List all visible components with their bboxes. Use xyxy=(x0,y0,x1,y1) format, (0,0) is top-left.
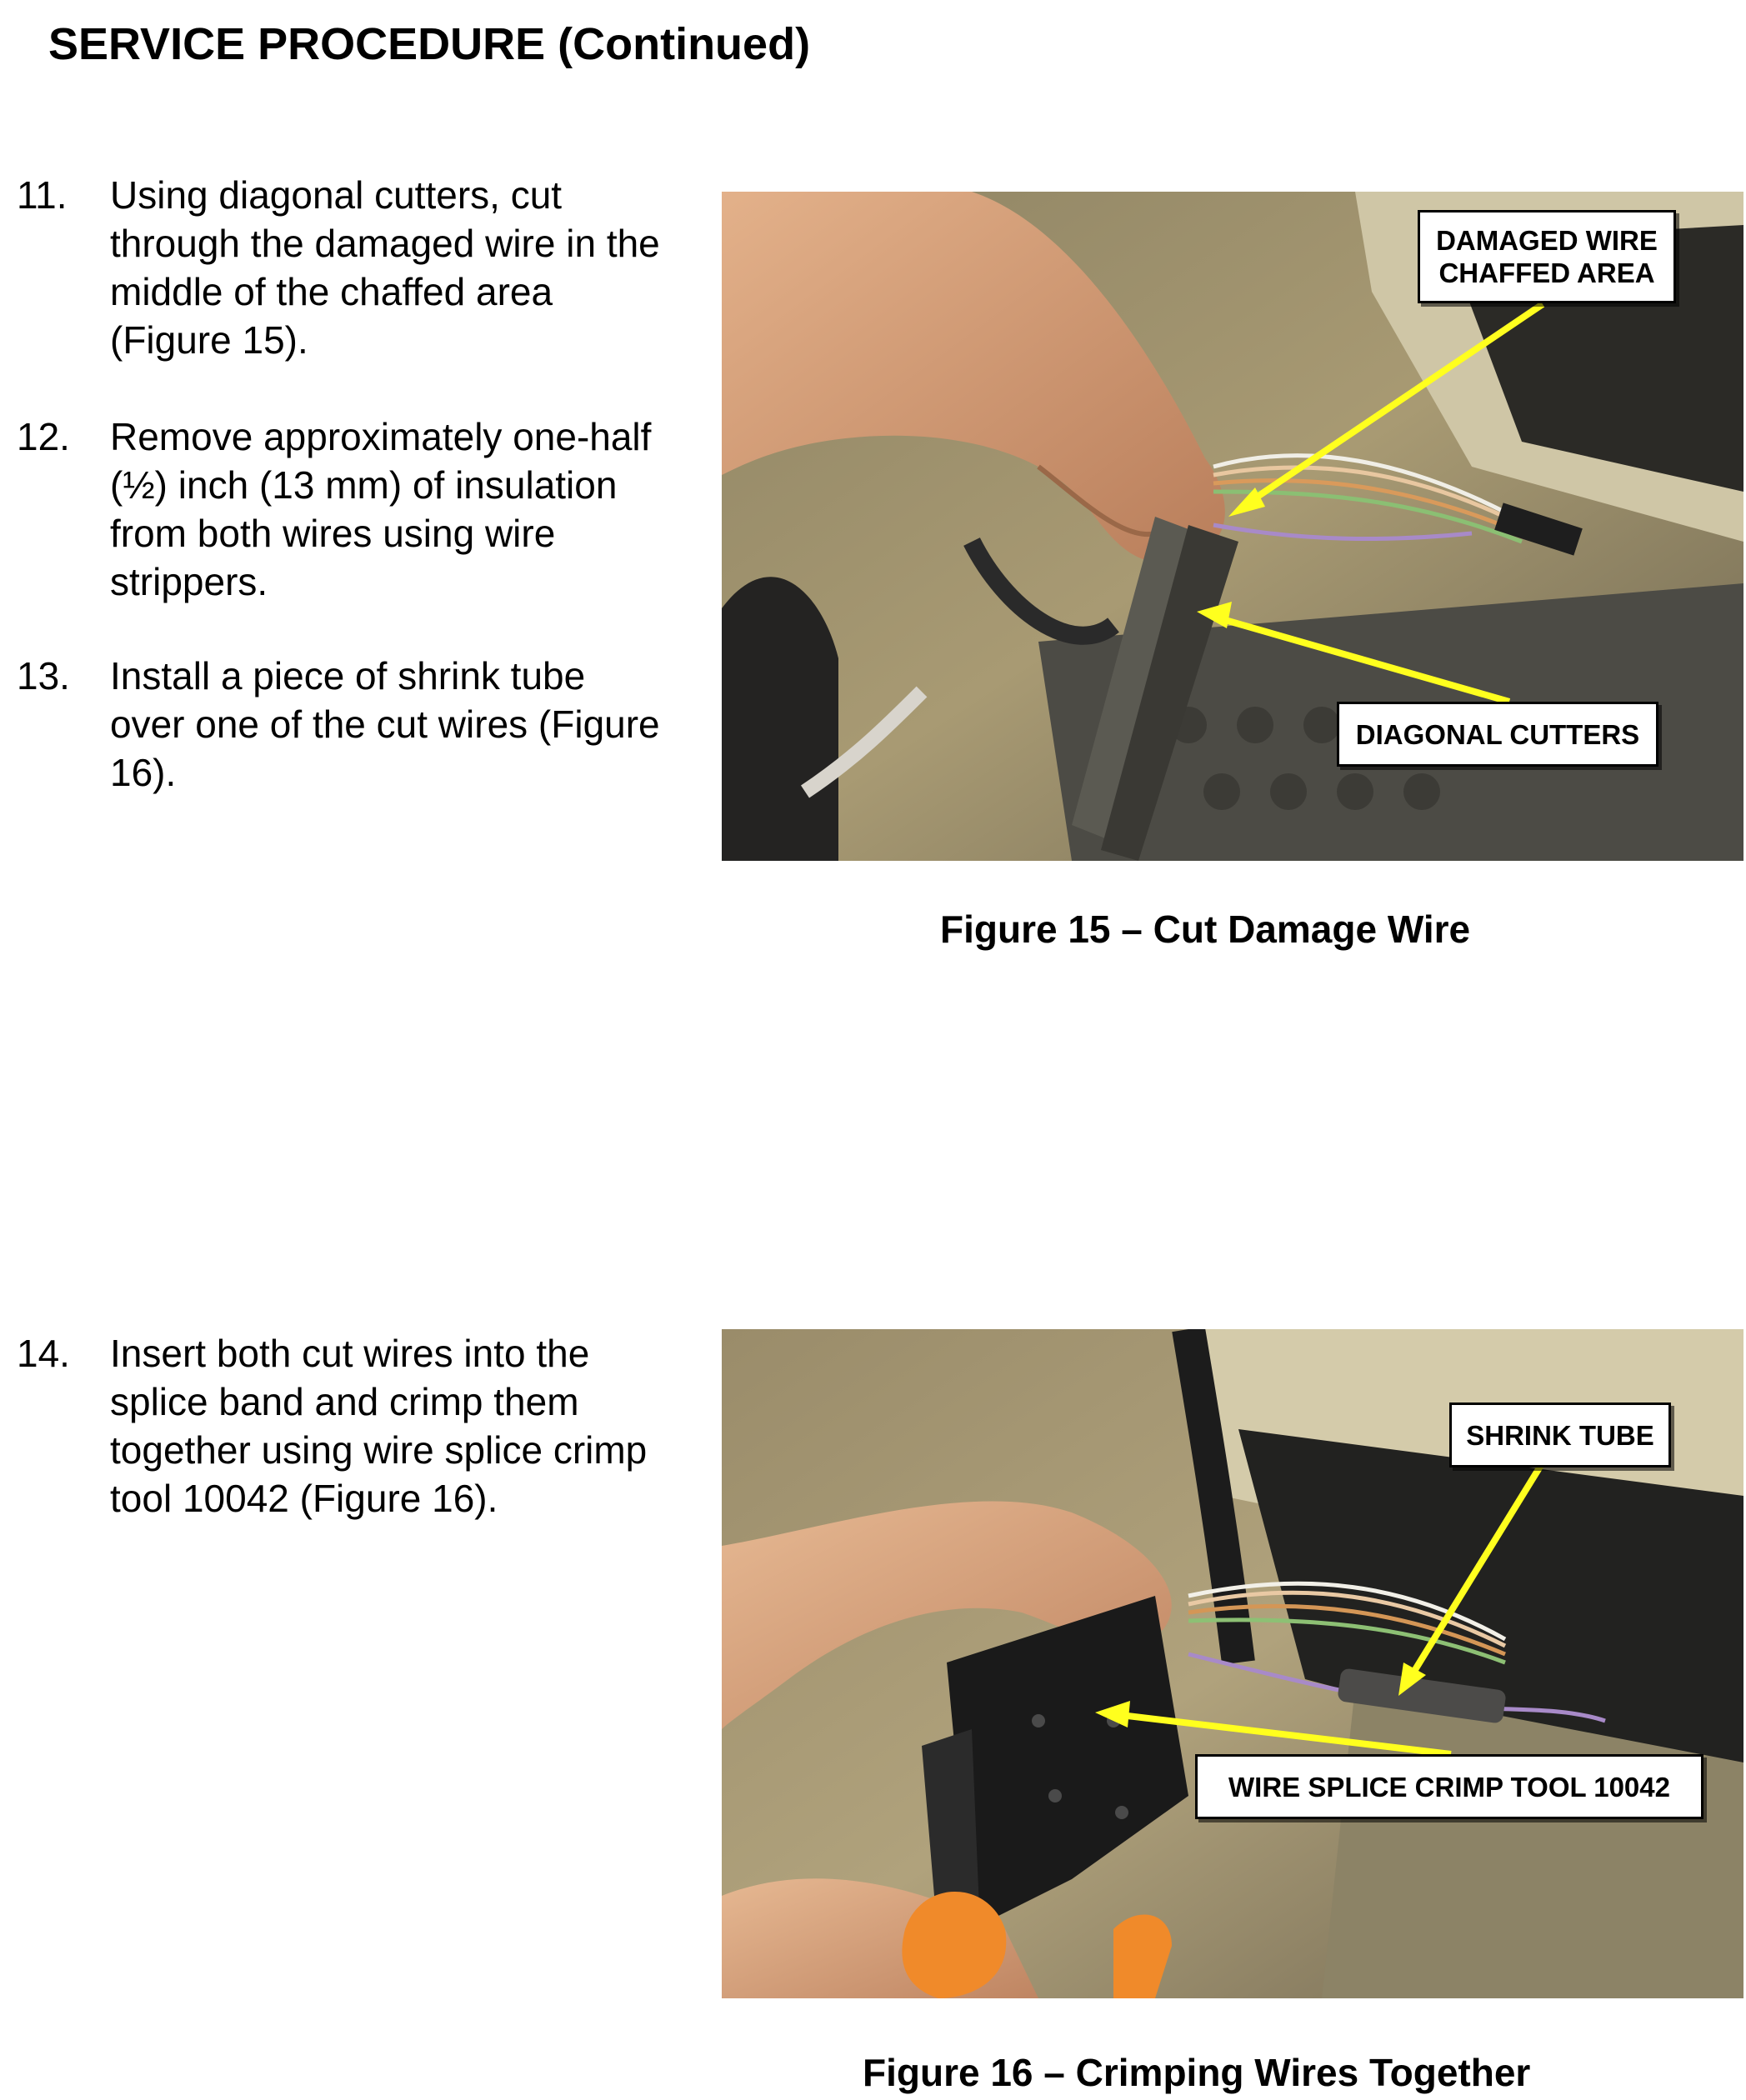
step-number: 13. xyxy=(17,654,70,698)
step-text: Remove approximately one-half (½) inch (13 mm) of insulation from both wires using wire strippers. xyxy=(110,415,652,603)
page-title: SERVICE PROCEDURE (Continued) xyxy=(48,19,811,69)
callout-line: SHRINK TUBE xyxy=(1466,1419,1654,1451)
callout-line: WIRE SPLICE CRIMP TOOL 10042 xyxy=(1228,1771,1670,1802)
callout-diagonal-cutters xyxy=(1337,702,1658,767)
figure-15-caption: Figure 15 – Cut Damage Wire xyxy=(940,908,1471,951)
callout-damaged-wire xyxy=(1418,210,1676,303)
figure-16-caption: Figure 16 – Crimping Wires Together xyxy=(863,2051,1531,2094)
figure-16-photo xyxy=(722,1329,1743,1998)
step-text: Insert both cut wires into the splice band and crimp them together using wire splice crimp tool 10042 (Figure 16). xyxy=(110,1332,648,1520)
step-text: Install a piece of shrink tube over one of the cut wires (Figure 16). xyxy=(110,654,660,794)
callout-shrink-tube xyxy=(1449,1402,1671,1468)
callout-line: CHAFFED AREA xyxy=(1438,258,1655,288)
step-number: 11. xyxy=(17,173,68,217)
step-number: 12. xyxy=(17,415,70,458)
callout-line: DIAGONAL CUTTERS xyxy=(1355,718,1640,750)
step-number: 14. xyxy=(17,1332,70,1375)
figure-15-photo xyxy=(722,192,1743,861)
callout-crimp-tool xyxy=(1195,1754,1703,1819)
callout-line: DAMAGED WIRE xyxy=(1436,225,1658,256)
step-text: Using diagonal cutters, cut through the damaged wire in the middle of the chaffed area (Figure 15). xyxy=(110,173,660,362)
